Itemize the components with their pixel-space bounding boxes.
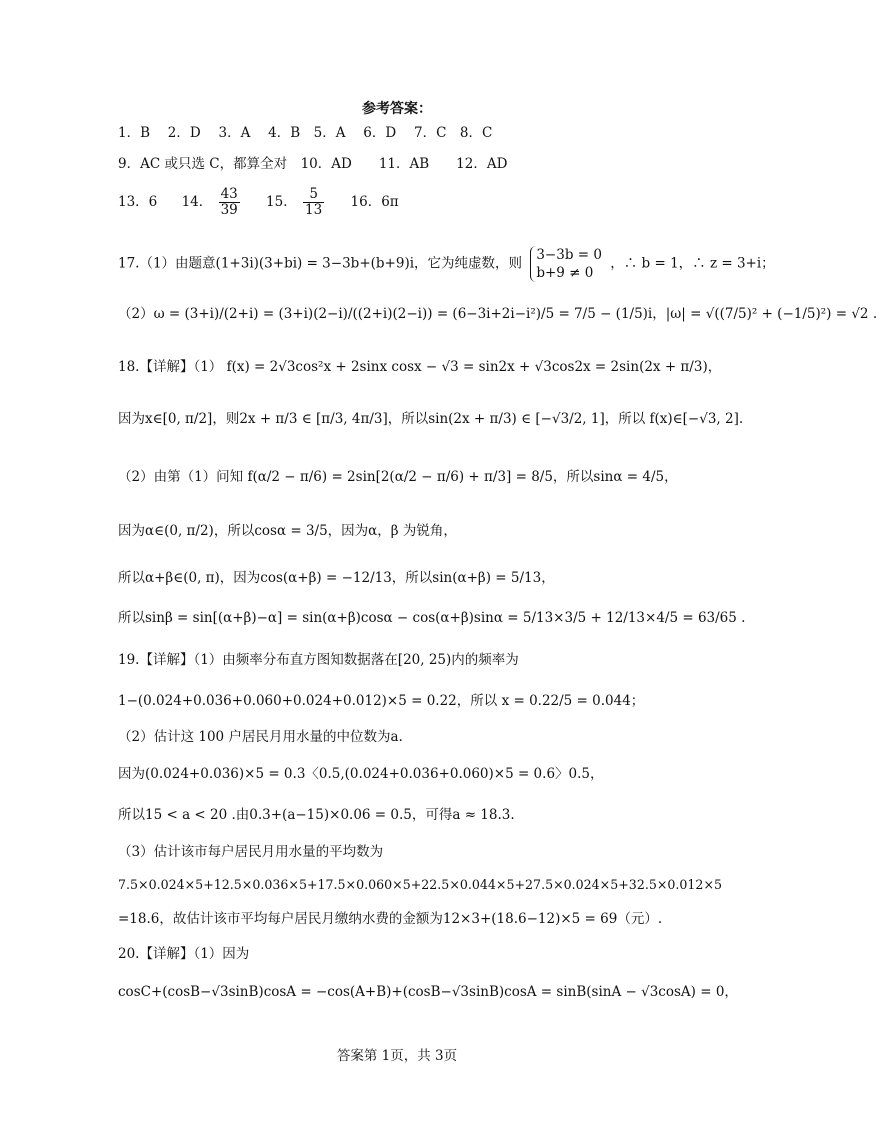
q17-line-1: 17.（1）由题意(1+3i)(3+bi) = 3−3b+(b+9)i，它为纯虚数，则 3−3b = 0 b+9 ≠ 0 ，∴ b = 1，∴ z = 3+i； — [118, 247, 775, 281]
answer-14-fraction: $\frac{43}{39}$ — [220, 186, 238, 218]
q19-line-8: =18.6，故估计该市平均每户居民月缴纳水费的金额为12×3+(18.6−12)×5 = 69（元）. — [118, 911, 663, 927]
page-footer: 答案第 1页，共 3页 — [336, 1048, 458, 1064]
answer-15-fraction: $\frac{5}{13}$ — [305, 186, 323, 218]
answers-row-1: 1．B 2．D 3．A 4．B 5．A 6．D 7．C 8．C — [118, 125, 493, 141]
answer-16: 16．6π — [350, 194, 399, 210]
q19-line-7: 7.5×0.024×5+12.5×0.036×5+17.5×0.060×5+22.5×0.044×5+27.5×0.024×5+32.5×0.012×5 — [118, 877, 723, 892]
q17-equation-system: 3−3b = 0 b+9 ≠ 0 — [530, 246, 602, 282]
q19-line-1: 19.【详解】（1）由频率分布直方图知数据落在[20, 25)内的频率为 — [118, 652, 519, 668]
q18-line-4: 因为α∈(0, π/2)，所以cosα = 3/5，因为α，β 为锐角， — [118, 523, 457, 539]
q19-line-3: （2）估计这 100 户居民月用水量的中位数为a. — [118, 729, 403, 745]
q18-line-5: 所以α+β∈(0, π)，因为cos(α+β) = −12/13，所以sin(α+β) = 5/13， — [118, 570, 555, 586]
answer-13: 13．6 — [118, 194, 158, 210]
page-title: 参考答案： — [362, 101, 432, 117]
q19-line-5: 所以15 < a < 20 .由0.3+(a−15)×0.06 = 0.5，可得a ≈ 18.3. — [118, 807, 515, 823]
q19-line-2: 1−(0.024+0.036+0.060+0.024+0.012)×5 = 0.22，所以 x = 0.22/5 = 0.044； — [118, 693, 645, 709]
answer-14-label: 14． — [181, 194, 213, 210]
q19-line-6: （3）估计该市每户居民月用水量的平均数为 — [118, 844, 384, 860]
q18-line-1: 18.【详解】（1） f(x) = 2√3cos²x + 2sinx cosx − √3 = sin2x + √3cos2x = 2sin(2x + π/3)， — [118, 359, 722, 375]
q17-line-2: （2）ω = (3+i)/(2+i) = (3+i)(2−i)/((2+i)(2−i)) = (6−3i+2i−i²)/5 = 7/5 − (1/5)i，|ω| = √((7/5)² + (−1/5)²) = √2 . — [118, 306, 877, 322]
q20-line-2: cosC+(cosB−√3sinB)cosA = −cos(A+B)+(cosB−√3sinB)cosA = sinB(sinA − √3cosA) = 0， — [118, 984, 738, 1000]
q18-line-3: （2）由第（1）问知 f(α/2 − π/6) = 2sin[2(α/2 − π/6) + π/3] = 8/5，所以sinα = 4/5， — [118, 469, 678, 485]
answers-row-3 — [118, 187, 399, 218]
answers-row-2: 9．AC 或只选 C，都算全对 10．AD 11．AB 12．AD — [118, 156, 508, 172]
q20-line-1: 20.【详解】（1）因为 — [118, 946, 250, 962]
q18-line-6: 所以sinβ = sin[(α+β)−α] = sin(α+β)cosα − cos(α+β)sinα = 5/13×3/5 + 12/13×4/5 = 63/65 . — [118, 610, 746, 626]
q19-line-4: 因为(0.024+0.036)×5 = 0.3〈0.5,(0.024+0.036+0.060)×5 = 0.6〉0.5， — [118, 766, 604, 782]
answer-15-label: 15． — [266, 194, 297, 210]
q18-line-2: 因为x∈[0, π/2]，则2x + π/3 ∈ [π/3, 4π/3]，所以sin(2x + π/3) ∈ [−√3/2, 1]，所以 f(x)∈[−√3, 2]. — [118, 411, 744, 427]
